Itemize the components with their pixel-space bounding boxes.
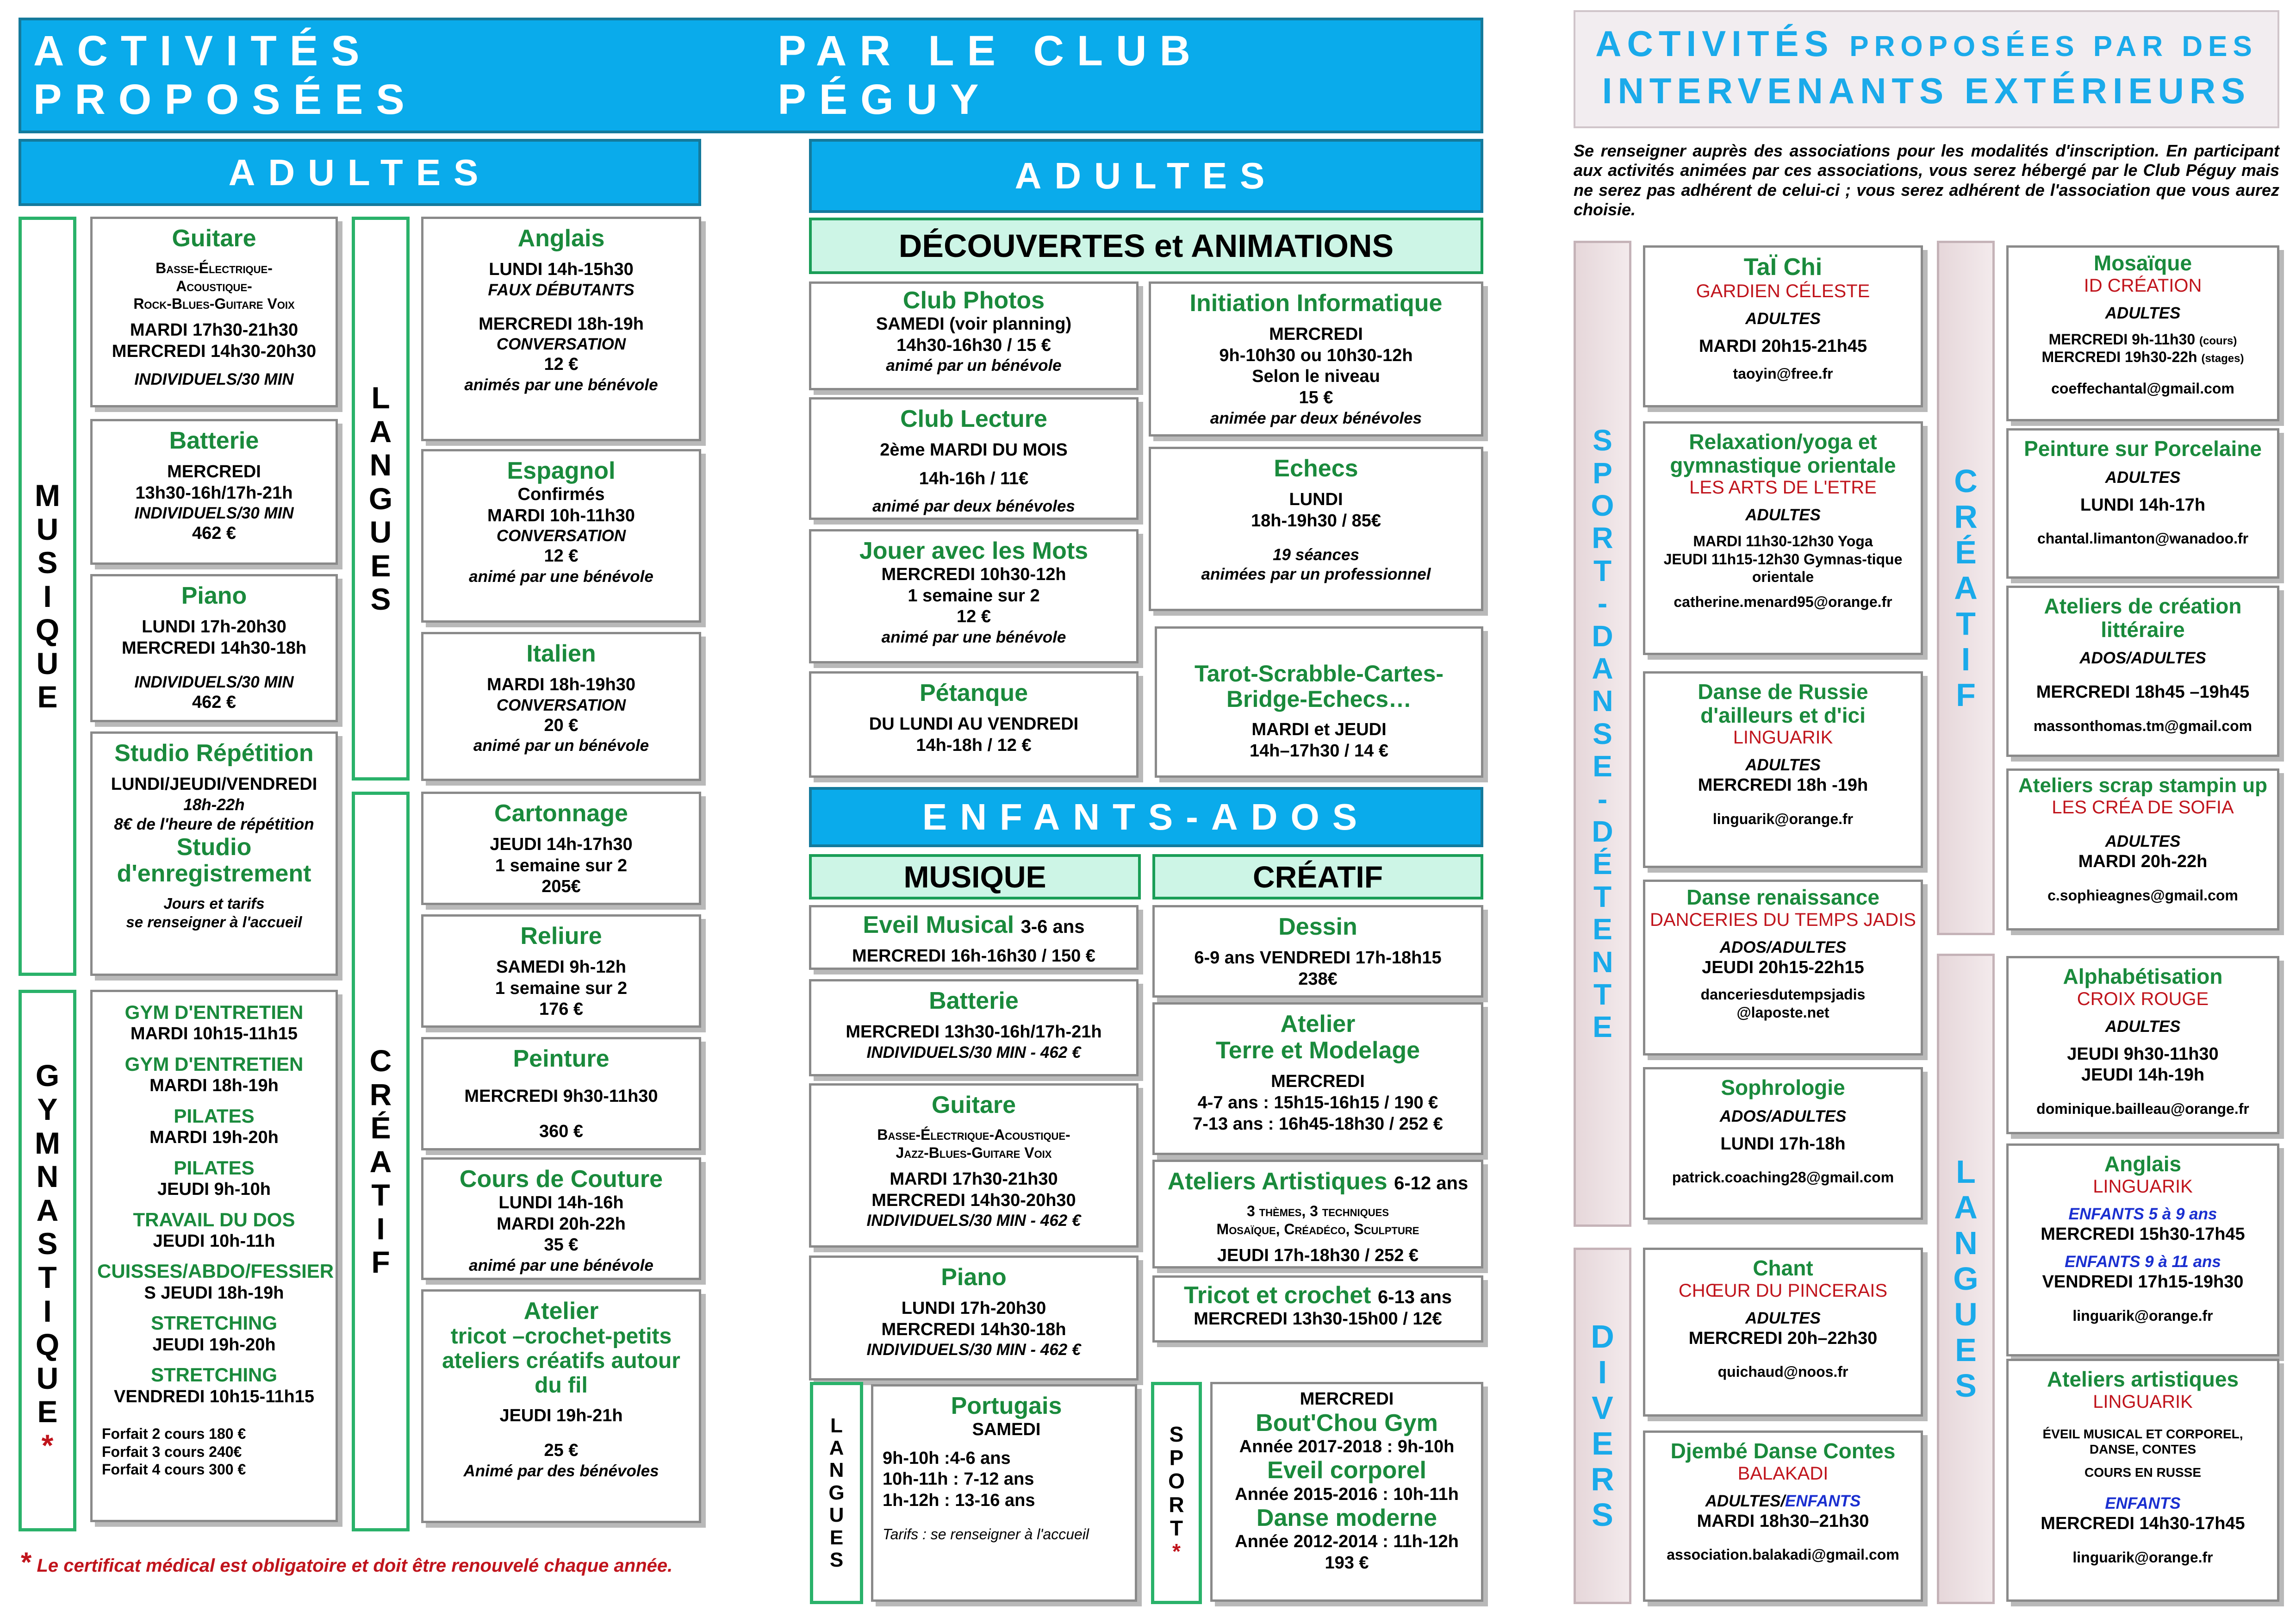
label-langues-left	[352, 217, 410, 781]
card-boutchou-gym: MERCREDI Bout'Chou Gym Année 2017-2018 : 9h-10h Eveil corporel Année 2015-2016 : 10h-11h Danse moderne Année 2012-2014 : 11h-12h 193 €	[1210, 1382, 1483, 1602]
label-divers	[1574, 1248, 1631, 1604]
card-club-photos: Club Photos SAMEDI (voir planning) 14h30-16h30 / 15 € animé par un bénévole	[809, 281, 1139, 390]
label-musique	[19, 217, 76, 976]
card-chant: Chant CHŒUR DU PINCERAIS ADULTES MERCREDI 20h–22h30 quichaud@noos.fr	[1643, 1248, 1923, 1417]
card-relaxation-yoga: Relaxation/yoga et gymnastique orientale LES ARTS DE L'ETRE ADULTES MARDI 11h30-12h30 Yoga JEUDI 11h15-12h30 Gymnas-tique orientale catherine.menard95@orange.fr	[1643, 421, 1923, 655]
card-couture: Cours de Couture LUNDI 14h-16h MARDI 20h-22h 35 € animé par une bénévole	[421, 1157, 701, 1280]
card-creation-litteraire: Ateliers de création littéraire ADOS/ADULTES MERCREDI 18h45 –19h45 massonthomas.tm@gmail.com	[2006, 586, 2279, 757]
card-club-lecture: Club Lecture 2ème MARDI DU MOIS 14h-16h / 11€ animé par deux bénévoles	[809, 397, 1139, 520]
card-reliure: Reliure SAMEDI 9h-12h 1 semaine sur 2 176 €	[421, 914, 701, 1028]
card-batterie-enfants: Batterie MERCREDI 13h30-16h/17h-21h INDIVIDUELS/30 MIN - 462 €	[809, 979, 1139, 1076]
label-creatif-right	[1937, 241, 1995, 935]
vertical-label-text: G Y M N A S T I Q U E	[35, 1058, 60, 1429]
card-danse-russie: Danse de Russie d'ailleurs et d'ici LINGUARIK ADULTES MERCREDI 18h -19h linguarik@orange.fr	[1643, 671, 1923, 868]
label-langues-right	[1937, 954, 1995, 1604]
card-tai-chi: TaÏ Chi GARDIEN CÉLESTE ADULTES MARDI 20h15-21h45 taoyin@free.fr	[1643, 245, 1923, 407]
gym-item-title: CUISSES/ABDO/FESSIER	[97, 1260, 334, 1282]
card-alphabetisation: Alphabétisation CROIX ROUGE ADULTES JEUDI 9h30-11h30 JEUDI 14h-19h dominique.bailleau@orange.fr	[2006, 956, 2279, 1134]
card-sophrologie: Sophrologie ADOS/ADULTES LUNDI 17h-18h patrick.coaching28@gmail.com	[1643, 1067, 1923, 1220]
gym-item-title: STRETCHING	[151, 1364, 277, 1386]
asterisk: *	[1172, 1539, 1181, 1564]
gym-item-schedule: JEUDI 19h-20h	[152, 1335, 276, 1355]
intro-text: Se renseigner auprès des associations pour les modalités d'inscription. En participant aux activités animées par ces associations, vous serez hébergé par le Club Péguy mais ne serez pas adhérent de celui-ci ; vous serez adhérent de l'association que vous aurez choisie.	[1574, 141, 2279, 219]
header-musique-enfants: MUSIQUE	[809, 854, 1141, 899]
gym-item-title: PILATES	[174, 1156, 255, 1179]
gym-item-title: PILATES	[174, 1105, 255, 1127]
banner-intervenants: ACTIVITÉS PROPOSÉES PAR DES INTERVENANTS EXTÉRIEURS	[1574, 10, 2279, 128]
label-sport-danse-detente	[1574, 241, 1631, 1227]
gym-item-schedule: VENDREDI 10h15-11h15	[114, 1387, 314, 1406]
card-tricot-crochet-enfants: Tricot et crochet 6-13 ans MERCREDI 13h30-15h00 / 12€	[1152, 1275, 1483, 1343]
card-petanque: Pétanque DU LUNDI AU VENDREDI 14h-18h / 12 €	[809, 671, 1139, 778]
card-italien: Italien MARDI 18h-19h30 CONVERSATION 20 € animé par un bénévole	[421, 632, 701, 781]
card-djembe: Djembé Danse Contes BALAKADI ADULTES/ENFANTS MARDI 18h30–21h30 association.balakadi@gmail.com	[1643, 1430, 1923, 1602]
card-jouer-mots: Jouer avec les Mots MERCREDI 10h30-12h 1 semaine sur 2 12 € animé par une bénévole	[809, 529, 1139, 663]
vertical-label-text: L A N G U E S	[368, 380, 393, 617]
card-danse-renaissance: Danse renaissance DANCERIES DU TEMPS JADIS ADOS/ADULTES JEUDI 20h15-22h15 danceriesdutempsjadis @laposte.net	[1643, 880, 1923, 1056]
label-langues-enfants	[810, 1382, 863, 1604]
card-anglais: Anglais LUNDI 14h-15h30 FAUX DÉBUTANTS MERCREDI 18h-19h CONVERSATION 12 € animés par une bénévole	[421, 217, 701, 441]
banner-right-text: PAR LE CLUB PÉGUY	[778, 27, 1203, 123]
card-mosaique: Mosaïque ID CRÉATION ADULTES MERCREDI 9h-11h30 (cours) MERCREDI 19h30-22h (stages) coeffechantal@gmail.com	[2006, 245, 2279, 421]
header-adultes-left: ADULTES	[19, 139, 701, 206]
vertical-label-text: C R É A T I F	[1954, 462, 1978, 713]
banner-club-peguy	[19, 18, 1483, 133]
gym-item-schedule: MARDI 18h-19h	[149, 1076, 279, 1096]
card-ateliers-artistiques-enfants: Ateliers Artistiques 6-12 ans 3 thèmes, 3 techniques Mosaïque, Créadéco, Sculpture JEUDI 17h-18h30 / 252 €	[1152, 1160, 1483, 1268]
label-sport-enfants	[1151, 1382, 1202, 1604]
label-gymnastique	[19, 990, 76, 1531]
card-terre-modelage: Atelier Terre et Modelage MERCREDI 4-7 ans : 15h15-16h15 / 190 € 7-13 ans : 16h45-18h30 / 252 €	[1152, 1002, 1483, 1155]
gym-item-schedule: JEUDI 9h-10h	[157, 1179, 271, 1199]
card-portugais: Portugais SAMEDI 9h-10h :4-6 ans 10h-11h : 7-12 ans 1h-12h : 13-16 ans Tarifs : se renseigner à l'accueil	[871, 1384, 1137, 1602]
card-guitare: Guitare Basse-Électrique- Acoustique- Rock-Blues-Guitare Voix MARDI 17h30-21h30 MERCREDI 14h30-20h30 INDIVIDUELS/30 MIN	[90, 217, 338, 407]
gym-item-title: STRETCHING	[151, 1312, 277, 1334]
card-batterie: Batterie MERCREDI 13h30-16h/17h-21h INDIVIDUELS/30 MIN 462 €	[90, 419, 338, 565]
header-decouvertes: DÉCOUVERTES et ANIMATIONS	[809, 218, 1483, 274]
label-creatif-left	[352, 792, 410, 1531]
gym-item-title: GYM D'ENTRETIEN	[124, 1001, 304, 1023]
card-peinture: Peinture MERCREDI 9h30-11h30 360 €	[421, 1037, 701, 1150]
card-studio: Studio Répétition LUNDI/JEUDI/VENDREDI 18h-22h 8€ de l'heure de répétition Studio d'enregistrement Jours et tarifs se renseigner à l'accueil	[90, 731, 338, 976]
card-gymnastique: GYM D'ENTRETIEN MARDI 10h15-11h15 GYM D'ENTRETIEN MARDI 18h-19h PILATES MARDI 19h-20h PILATES JEUDI 9h-10h TRAVAIL DU DOS JEUDI 10h-11h CUISSES/ABDO/FESSIER S JEUDI 18h-19h STRETCHING JEUDI 19h-20h STRETCHING VENDREDI 10h15-11h15 Forfait 2 cours 180 € Forfait 3 cours 240€ Forfait 4 cours 300 €	[90, 990, 338, 1522]
header-adultes-middle: ADULTES	[809, 139, 1483, 213]
vertical-label-text: L A N G U E S	[1953, 1154, 1979, 1404]
gym-item-title: TRAVAIL DU DOS	[133, 1208, 295, 1230]
vertical-label-text: M U S I Q U E	[35, 478, 60, 714]
card-informatique: Initiation Informatique MERCREDI 9h-10h30 ou 10h30-12h Selon le niveau 15 € animée par deux bénévoles	[1149, 281, 1483, 437]
medical-footnote: * Le certificat médical est obligatoire et doit être renouvelé chaque année.	[21, 1547, 673, 1578]
card-anglais-linguarik: Anglais LINGUARIK ENFANTS 5 à 9 ans MERCREDI 15h30-17h45 ENFANTS 9 à 11 ans VENDREDI 17h15-19h30 linguarik@orange.fr	[2006, 1143, 2279, 1356]
header-enfants-ados: ENFANTS-ADOS	[809, 787, 1483, 847]
gym-item-schedule: JEUDI 10h-11h	[153, 1231, 275, 1251]
asterisk: *	[41, 1428, 54, 1462]
gym-list	[97, 1001, 334, 1416]
card-tarot: Tarot-Scrabble-Cartes-Bridge-Echecs… MARDI et JEUDI 14h–17h30 / 14 €	[1155, 626, 1483, 778]
card-dessin: Dessin 6-9 ans VENDREDI 17h-18h15 238€	[1152, 905, 1483, 998]
vertical-label-text: D I V E R S	[1591, 1318, 1614, 1533]
gym-item-title: GYM D'ENTRETIEN	[124, 1053, 304, 1075]
vertical-label-text: S P O R T	[1168, 1422, 1185, 1540]
card-eveil-musical: Eveil Musical 3-6 ans MERCREDI 16h-16h30 / 150 €	[809, 905, 1139, 970]
gym-item-schedule: MARDI 19h-20h	[149, 1128, 279, 1148]
card-echecs: Echecs LUNDI 18h-19h30 / 85€ 19 séances animées par un professionnel	[1149, 447, 1483, 611]
vertical-label-text: L A N G U E S	[828, 1414, 845, 1571]
vertical-label-text: S P O R T - D A N S E - D É T E N T E	[1591, 424, 1614, 1044]
banner-left-text: ACTIVITÉS PROPOSÉES	[33, 27, 417, 123]
card-piano: Piano LUNDI 17h-20h30 MERCREDI 14h30-18h INDIVIDUELS/30 MIN 462 €	[90, 574, 338, 722]
card-cartonnage: Cartonnage JEUDI 14h-17h30 1 semaine sur 2 205€	[421, 792, 701, 905]
vertical-label-text: C R É A T I F	[369, 1043, 392, 1280]
header-creatif-enfants: CRÉATIF	[1152, 854, 1483, 899]
card-peinture-porcelaine: Peinture sur Porcelaine ADULTES LUNDI 14h-17h chantal.limanton@wanadoo.fr	[2006, 428, 2279, 579]
card-atelier-tricot: Atelier tricot –crochet-petits ateliers créatifs autour du fil JEUDI 19h-21h 25 € Animé par des bénévoles	[421, 1289, 701, 1523]
card-guitare-enfants: Guitare Basse-Électrique-Acoustique- Jazz-Blues-Guitare Voix MARDI 17h30-21h30 MERCREDI 14h30-20h30 INDIVIDUELS/30 MIN - 462 €	[809, 1083, 1139, 1248]
card-espagnol: Espagnol Confirmés MARDI 10h-11h30 CONVERSATION 12 € animé par une bénévole	[421, 449, 701, 623]
gym-item-schedule: S JEUDI 18h-19h	[144, 1283, 284, 1303]
card-piano-enfants: Piano LUNDI 17h-20h30 MERCREDI 14h30-18h INDIVIDUELS/30 MIN - 462 €	[809, 1255, 1139, 1380]
card-scrap-stampin: Ateliers scrap stampin up LES CRÉA DE SOFIA ADULTES MARDI 20h-22h c.sophieagnes@gmail.com	[2006, 768, 2279, 931]
card-ateliers-artistiques-linguarik: Ateliers artistiques LINGUARIK ÉVEIL MUSICAL ET CORPOREL, DANSE, CONTES COURS EN RUSSE ENFANTS MERCREDI 14h30-17h45 linguarik@orange.fr	[2006, 1359, 2279, 1602]
gym-item-schedule: MARDI 10h15-11h15	[130, 1024, 298, 1044]
